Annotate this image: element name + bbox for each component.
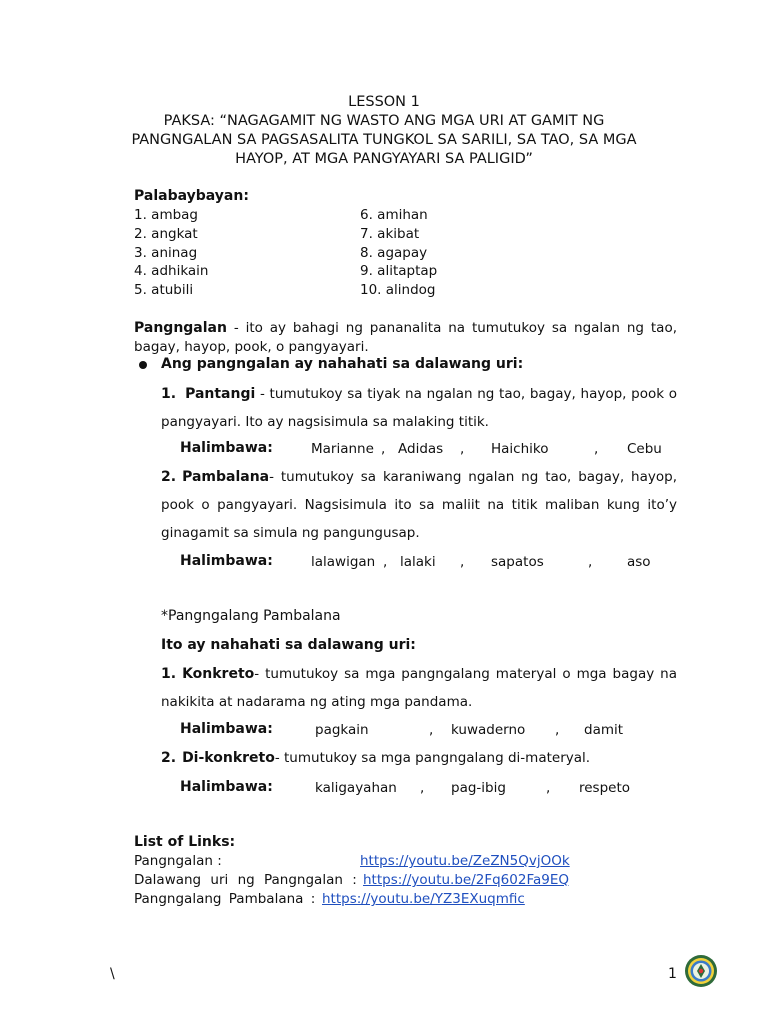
example-separator: , (381, 441, 386, 457)
pambalana-number: 2. (161, 469, 177, 485)
spelling-word: 9. alitaptap (360, 263, 438, 279)
konkreto-term: Konkreto (182, 666, 255, 682)
title-line-3: HAYOP, AT MGA PANGYAYARI SA PALIGID” (235, 151, 533, 167)
example-separator: , (594, 441, 599, 457)
example-separator: , (588, 554, 593, 570)
example-separator: , (420, 780, 425, 796)
pantangi-example-label: Halimbawa: (180, 440, 273, 456)
example-word: Marianne (311, 441, 374, 457)
dikonkreto-term: Di-konkreto (182, 750, 275, 766)
dikonkreto-text: - tumutukoy sa mga pangngalang di-materyal. (274, 750, 591, 766)
pambalana-term: Pambalana (182, 469, 270, 485)
link-url[interactable]: https://youtu.be/2Fq602Fa9EQ (363, 872, 569, 888)
link-label: Pangngalan : (134, 853, 222, 869)
example-separator: , (460, 441, 465, 457)
dikonkreto-example-label: Halimbawa: (180, 779, 273, 795)
pambalana-line-2: pook o pangyayari. Nagsisimula ito sa maliit na titik maliban kung ito’y (161, 497, 677, 513)
example-word: kuwaderno (451, 722, 526, 738)
pambalana-example-label: Halimbawa: (180, 553, 273, 569)
example-word: damit (584, 722, 624, 738)
pantangi-number: 1. (161, 386, 177, 402)
pambalana-line-1 (161, 469, 677, 485)
spelling-word: 6. amihan (360, 207, 428, 223)
example-separator: , (383, 554, 388, 570)
example-word: pag-ibig (451, 780, 506, 796)
definition-term: Pangngalan (134, 320, 227, 336)
example-word: Haichiko (491, 441, 549, 457)
kinds-heading: Ang pangngalan ay nahahati sa dalawang uri: (161, 356, 524, 372)
definition-line-2: bagay, hayop, pook, o pangyayari. (134, 339, 369, 355)
title-line-1: PAKSA: “NAGAGAMIT NG WASTO ANG MGA URI AT GAMIT NG (163, 113, 605, 129)
example-separator: , (546, 780, 551, 796)
spelling-word: 5. atubili (134, 282, 194, 298)
lesson-label: LESSON 1 (348, 94, 420, 110)
link-label: Dalawang uri ng Pangngalan : (134, 872, 357, 888)
konkreto-text: - tumutukoy sa mga pangngalang materyal o mga bagay na (254, 666, 677, 682)
pantangi-line-1 (161, 386, 677, 402)
link-label: Pangngalang Pambalana : (134, 891, 316, 907)
link-url[interactable]: https://youtu.be/YZ3EXuqmfic (322, 891, 525, 907)
pambalana-section-subheading: Ito ay nahahati sa dalawang uri: (161, 637, 416, 653)
example-separator: , (460, 554, 465, 570)
example-separator: , (555, 722, 560, 738)
spelling-heading: Palabaybayan: (134, 188, 249, 204)
spelling-word: 8. agapay (360, 245, 428, 261)
page-number: 1 (668, 966, 677, 982)
link-url[interactable]: https://youtu.be/ZeZN5QvjOOk (360, 853, 570, 869)
footer-backslash: \ (110, 966, 115, 982)
example-word: lalawigan (311, 554, 376, 570)
pantangi-line-2: pangyayari. Ito ay nagsisimula sa malaking titik. (161, 414, 489, 430)
pambalana-line-3: ginagamit sa simula ng pangungusap. (161, 525, 420, 541)
example-word: kaligayahan (315, 780, 397, 796)
konkreto-example-label: Halimbawa: (180, 721, 273, 737)
spelling-word: 10. alindog (360, 282, 436, 298)
example-word: Cebu (627, 441, 662, 457)
spelling-word: 1. ambag (134, 207, 199, 223)
konkreto-line-2: nakikita at nadarama ng ating mga pandama. (161, 694, 473, 710)
pambalana-section-heading: *Pangngalang Pambalana (161, 608, 341, 624)
dikonkreto-line-1 (161, 750, 590, 766)
school-seal-icon (684, 954, 718, 988)
konkreto-line-1 (161, 666, 677, 682)
example-word: respeto (579, 780, 631, 796)
example-word: lalaki (400, 554, 436, 570)
pantangi-text: - tumutukoy sa tiyak na ngalan ng tao, bagay, hayop, pook o (255, 386, 677, 402)
definition-text: - ito ay bahagi ng pananalita na tumutukoy sa ngalan ng tao, (226, 320, 677, 336)
example-word: pagkain (315, 722, 369, 738)
spelling-word: 3. aninag (134, 245, 198, 261)
example-separator: , (429, 722, 434, 738)
dikonkreto-number: 2. (161, 750, 177, 766)
definition-line-1 (134, 320, 677, 336)
pantangi-term: Pantangi (185, 386, 256, 402)
konkreto-number: 1. (161, 666, 177, 682)
spelling-word: 7. akibat (360, 226, 420, 242)
example-word: aso (627, 554, 651, 570)
spelling-word: 2. angkat (134, 226, 198, 242)
example-word: Adidas (398, 441, 444, 457)
bullet-icon (139, 361, 147, 369)
pambalana-text: - tumutukoy sa karaniwang ngalan ng tao, bagay, hayop, (269, 469, 677, 485)
links-heading: List of Links: (134, 834, 236, 850)
example-word: sapatos (491, 554, 544, 570)
spelling-word: 4. adhikain (134, 263, 209, 279)
title-line-2: PANGNGALAN SA PAGSASALITA TUNGKOL SA SARILI, SA TAO, SA MGA (131, 132, 637, 148)
